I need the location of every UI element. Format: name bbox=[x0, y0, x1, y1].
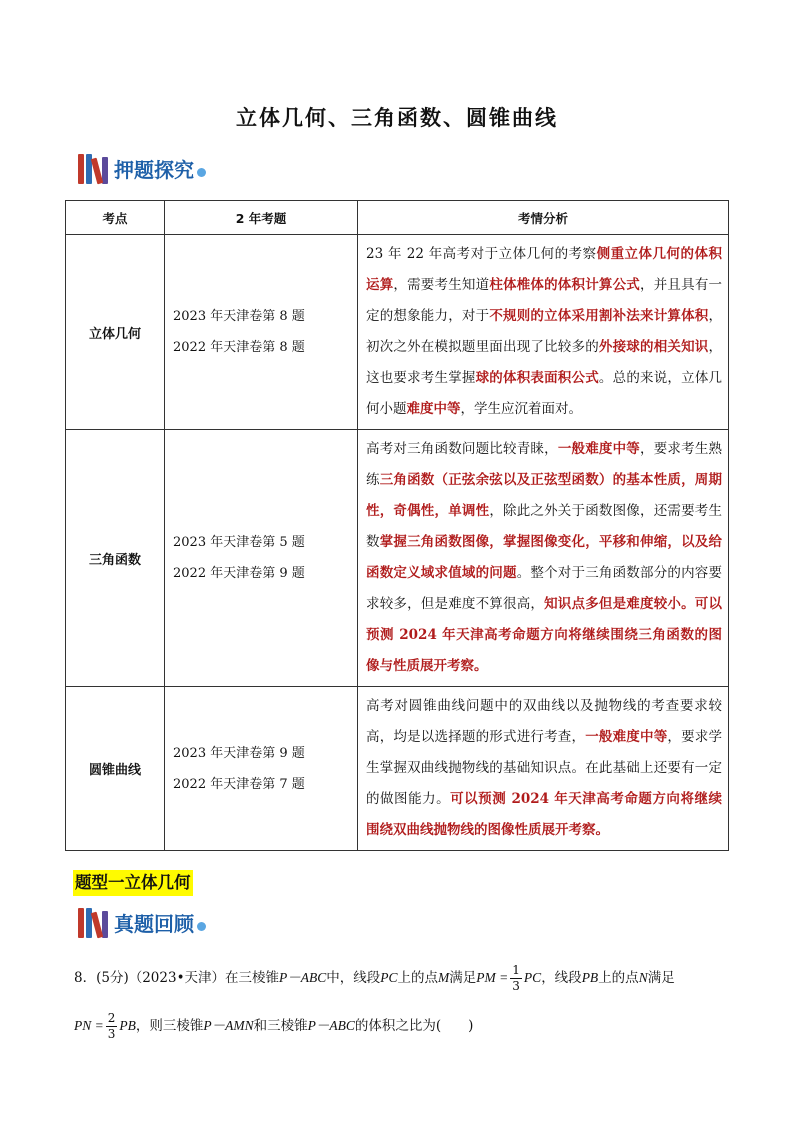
highlight-text: 球的体积表面积公式 bbox=[475, 370, 599, 386]
analysis-text: ，初次之外在模拟题里面出现了比较多的 bbox=[366, 308, 723, 355]
fraction: $\frac{1}{3}$ bbox=[512, 962, 520, 993]
analysis-text: ，学生应沉着面对。 bbox=[460, 401, 582, 417]
header-topic: 考点 bbox=[66, 201, 165, 235]
math-expr: PB bbox=[581, 970, 599, 985]
math-expr: P－ABC bbox=[307, 1018, 355, 1033]
dot-icon bbox=[197, 922, 206, 931]
analysis-text: 。整个对于三角函数部分的内容要求较多，但是难度不算很高， bbox=[366, 565, 723, 612]
highlight-text: 一般难度中等 bbox=[557, 441, 641, 457]
question-8 bbox=[74, 954, 734, 1050]
highlight-text: 侧重立体几何的体积运算 bbox=[366, 246, 722, 293]
highlight-text: 一般难度中等 bbox=[585, 729, 668, 745]
highlight-text: 三角函数（正弦余弦以及正弦型函数）的基本性质，周期性，奇偶性，单调性 bbox=[366, 472, 723, 519]
highlight-text: 可以预测 2024 年天津高考命题方向将继续围绕双曲线抛物线的图像性质展开考察。 bbox=[366, 791, 722, 838]
highlight-text: 不规则的立体采用割补法来计算体积 bbox=[489, 308, 709, 324]
header-exams: 2 年考题 bbox=[165, 201, 358, 235]
math-expr: PN = bbox=[74, 1018, 104, 1033]
analysis-text: ，需要考生知道 bbox=[393, 277, 490, 293]
books-icon bbox=[78, 906, 110, 938]
math-expr: M bbox=[438, 970, 450, 985]
question-line bbox=[74, 954, 734, 1002]
fraction: $\frac{2}{3}$ bbox=[107, 1010, 116, 1041]
section-heading-text: 押题探究 bbox=[114, 157, 194, 182]
analysis-text: ，要求考生熟练 bbox=[366, 441, 723, 488]
analysis-cell bbox=[358, 687, 729, 851]
table-row bbox=[66, 235, 729, 430]
section-heading-review bbox=[78, 904, 206, 940]
analysis-text: 高考对圆锥曲线问题中的双曲线以及抛物线的考查要求较高，均是以选择题的形式进行考查， bbox=[366, 698, 722, 745]
analysis-cell bbox=[358, 235, 729, 430]
exam-item: 2022 年天津卷第 7 题 bbox=[173, 776, 305, 792]
analysis-text: 23 年 22 年高考对于立体几何的考察 bbox=[366, 246, 597, 262]
exams-cell bbox=[165, 687, 358, 851]
analysis-text: ，要求学生掌握双曲线抛物线的基础知识点。在此基础上还要有一定的做图能力。 bbox=[366, 729, 723, 807]
highlight-text: 外接球的相关知识 bbox=[598, 339, 709, 355]
table-header-row bbox=[66, 201, 729, 235]
exam-item: 2022 年天津卷第 9 题 bbox=[173, 566, 305, 581]
math-expr: PM = bbox=[476, 970, 509, 985]
exams-cell bbox=[165, 235, 358, 430]
highlight-text: 掌握三角函数图像，掌握图像变化，平移和伸缩，以及给函数定义域求值域的问题 bbox=[366, 534, 723, 581]
highlight-text: 难度中等 bbox=[406, 401, 461, 417]
dot-icon bbox=[197, 168, 206, 177]
section-heading-text: 真题回顾 bbox=[114, 911, 194, 936]
exam-item: 2023 年天津卷第 9 题 bbox=[173, 745, 305, 761]
math-expr: PC bbox=[380, 970, 398, 985]
question-text: 上的点 bbox=[397, 970, 439, 986]
exam-item: 2022 年天津卷第 8 题 bbox=[173, 340, 305, 355]
highlight-text: 知识点多但是难度较小。可以预测 2024 年天津高考命题方向将继续围绕三角函数的图像与性质展开考察。 bbox=[366, 596, 723, 674]
question-text: 8．(5分)（2023•天津）在三棱锥 bbox=[74, 970, 280, 986]
question-text: 和三棱锥 bbox=[253, 1018, 308, 1034]
books-icon bbox=[78, 152, 110, 184]
header-analysis: 考情分析 bbox=[358, 201, 729, 235]
math-expr: PB bbox=[119, 1018, 136, 1033]
question-type-label: 题型一立体几何 bbox=[73, 870, 193, 896]
section-heading-exploration bbox=[78, 150, 206, 186]
question-line bbox=[74, 1002, 734, 1050]
table-row bbox=[66, 687, 729, 851]
question-text: 的体积之比为( ) bbox=[354, 1018, 474, 1034]
analysis-text: ，并且具有一定的想象能力，对于 bbox=[366, 277, 723, 324]
question-text: ，则三棱锥 bbox=[135, 1018, 204, 1034]
table-row bbox=[66, 430, 729, 687]
page-title: 立体几何、三角函数、圆锥曲线 bbox=[236, 106, 558, 130]
math-expr: P－AMN bbox=[203, 1018, 254, 1033]
exams-cell bbox=[165, 430, 358, 687]
analysis-text: ，这也要求考生掌握 bbox=[366, 339, 723, 386]
math-expr: PC bbox=[523, 970, 542, 985]
question-text: ，线段 bbox=[541, 970, 582, 986]
analysis-text: 。总的来说，立体几何小题 bbox=[366, 370, 723, 417]
analysis-text: ，除此之外关于函数图像，还需要考生数 bbox=[366, 503, 723, 550]
math-expr: N bbox=[638, 970, 648, 985]
topic-cell: 立体几何 bbox=[66, 235, 165, 430]
analysis-cell bbox=[358, 430, 729, 687]
question-text: 中，线段 bbox=[326, 970, 381, 986]
math-expr: P－ABC bbox=[279, 970, 327, 985]
exam-item: 2023 年天津卷第 5 题 bbox=[173, 535, 305, 550]
exam-item: 2023 年天津卷第 8 题 bbox=[173, 309, 305, 324]
question-text: 上的点 bbox=[598, 970, 639, 986]
highlight-text: 柱体椎体的体积计算公式 bbox=[489, 277, 641, 293]
question-text: 满足 bbox=[449, 970, 477, 986]
topic-cell: 三角函数 bbox=[66, 430, 165, 687]
analysis-text: 高考对三角函数问题比较青睐， bbox=[366, 441, 558, 457]
exam-analysis-table bbox=[65, 200, 729, 851]
question-text: 满足 bbox=[647, 970, 675, 986]
topic-cell: 圆锥曲线 bbox=[66, 687, 165, 851]
